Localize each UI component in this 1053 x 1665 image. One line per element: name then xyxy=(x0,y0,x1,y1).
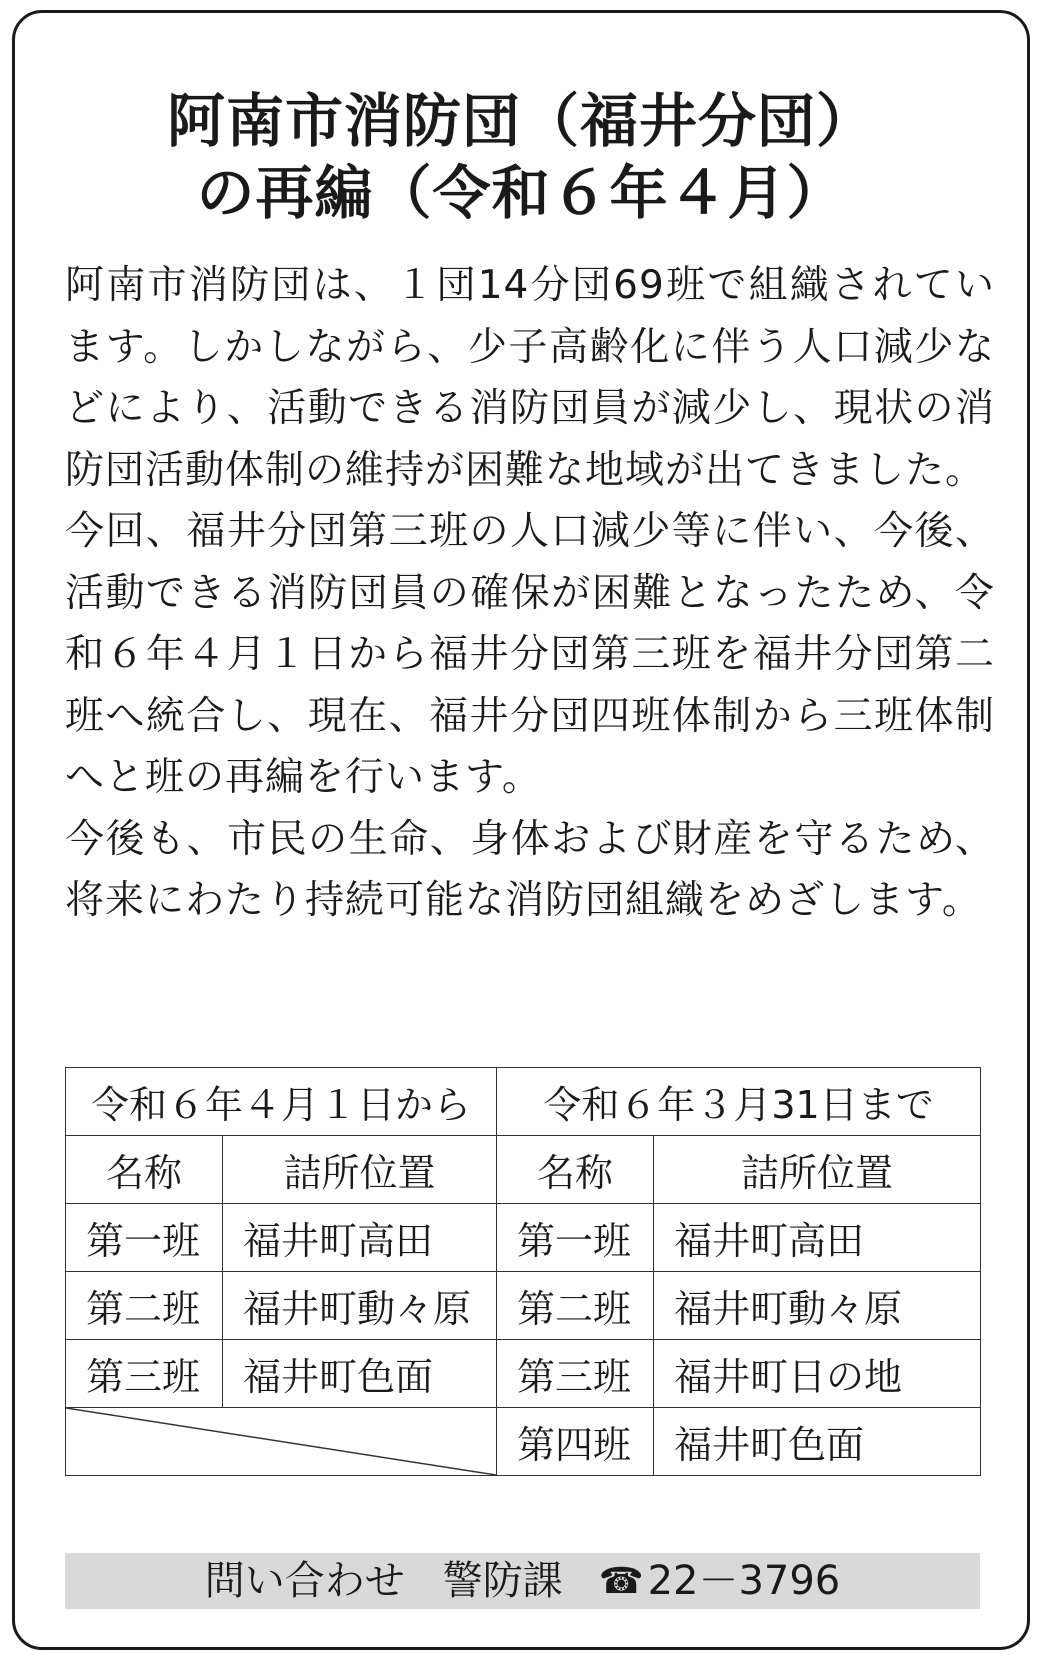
paragraph-2: 今回、福井分団第三班の人口減少等に伴い、今後、活動できる消防団員の確保が困難となったため、令和６年４月１日から福井分団第三班を福井分団第二班へ統合し、現在、福井分団四班体制から三班体制へと班の再編を行います。 xyxy=(65,509,995,800)
new-unit-name: 第二班 xyxy=(66,1272,223,1340)
notice-card xyxy=(12,10,1030,1650)
empty-diagonal-cell xyxy=(66,1408,497,1476)
table-row xyxy=(66,1408,981,1476)
new-period-header: 令和６年４月１日から xyxy=(66,1068,497,1136)
title-line-1: 阿南市消防団（福井分団） xyxy=(166,87,875,155)
table-row xyxy=(66,1272,981,1340)
paragraph-3: 今後も、市民の生命、身体および財産を守るため、将来にわたり持続可能な消防団組織をめざします。 xyxy=(65,816,995,923)
paragraph-1: 阿南市消防団は、１団14分団69班で組織されています。しかしながら、少子高齢化に伴う人口減少などにより、活動できる消防団員が減少し、現状の消防団活動体制の維持が困難な地域が出てきました。 xyxy=(65,263,995,493)
old-unit-location: 福井町色面 xyxy=(654,1408,981,1476)
old-unit-name: 第三班 xyxy=(497,1340,654,1408)
title-line-2: の再編（令和６年４月） xyxy=(196,159,846,227)
old-name-header: 名称 xyxy=(497,1136,654,1204)
old-unit-location: 福井町日の地 xyxy=(654,1340,981,1408)
phone-icon: ☎ xyxy=(598,1561,644,1602)
old-unit-name: 第一班 xyxy=(497,1204,654,1272)
table-period-header-row xyxy=(66,1068,981,1136)
new-unit-location: 福井町色面 xyxy=(223,1340,497,1408)
new-unit-name: 第一班 xyxy=(66,1204,223,1272)
new-unit-location: 福井町高田 xyxy=(223,1204,497,1272)
table-row xyxy=(66,1340,981,1408)
old-unit-name: 第二班 xyxy=(497,1272,654,1340)
reorganization-table xyxy=(65,1067,981,1476)
new-unit-name: 第三班 xyxy=(66,1340,223,1408)
new-unit-location: 福井町動々原 xyxy=(223,1272,497,1340)
new-location-header: 詰所位置 xyxy=(223,1136,497,1204)
new-name-header: 名称 xyxy=(66,1136,223,1204)
contact-phone: 22－3796 xyxy=(647,1558,841,1604)
old-period-header: 令和６年３月31日まで xyxy=(497,1068,981,1136)
contact-bar xyxy=(65,1553,980,1609)
contact-label: 問い合わせ xyxy=(204,1558,405,1604)
page-title xyxy=(15,85,1027,229)
old-location-header: 詰所位置 xyxy=(654,1136,981,1204)
diagonal-line xyxy=(66,1408,496,1475)
old-unit-location: 福井町動々原 xyxy=(654,1272,981,1340)
old-unit-name: 第四班 xyxy=(497,1408,654,1476)
table-row xyxy=(66,1204,981,1272)
old-unit-location: 福井町高田 xyxy=(654,1204,981,1272)
contact-department: 警防課 xyxy=(442,1558,563,1604)
table-column-header-row xyxy=(66,1136,981,1204)
body-text xyxy=(65,255,995,932)
